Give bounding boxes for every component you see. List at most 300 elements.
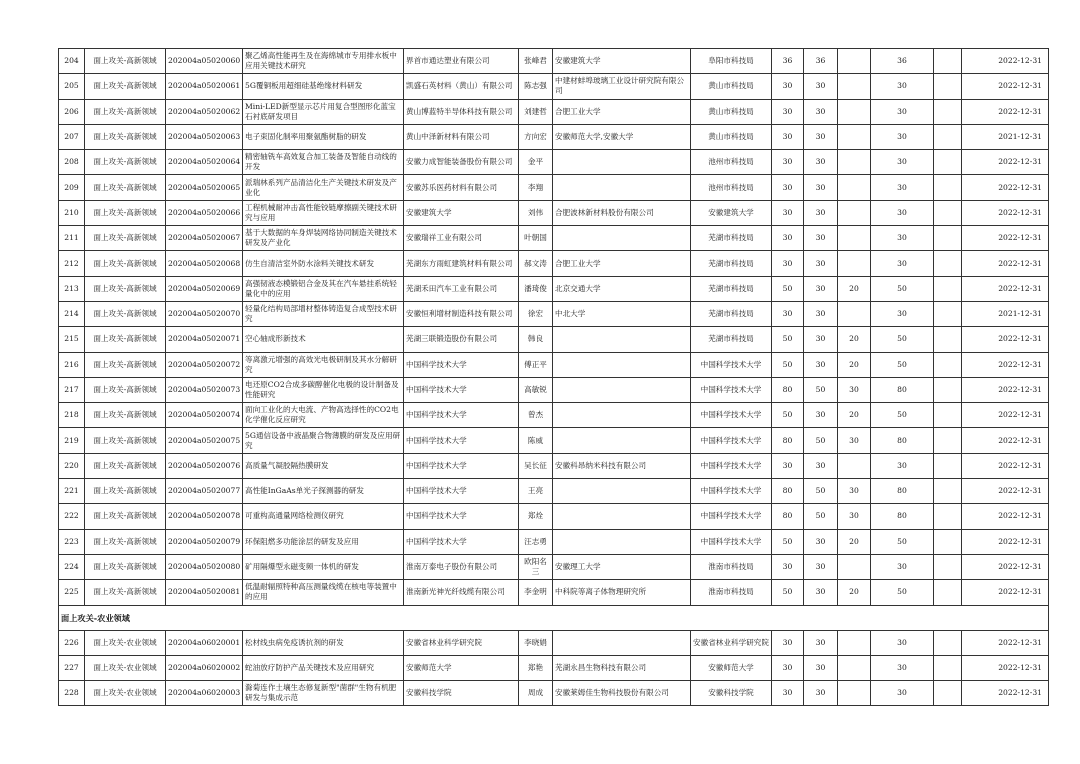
cell-manager: 黄山市科技局 bbox=[691, 99, 772, 124]
table-row bbox=[59, 377, 1049, 402]
cell-amount-1: 30 bbox=[804, 175, 838, 200]
cell-end-date: 2022-12-31 bbox=[962, 49, 1049, 74]
cell-end-date: 2022-12-31 bbox=[962, 99, 1049, 124]
table-row bbox=[59, 150, 1049, 175]
cell-amount-3: 50 bbox=[871, 276, 934, 301]
cell-manager: 安徽科技学院 bbox=[691, 681, 772, 706]
cell-unit: 中国科学技术大学 bbox=[404, 453, 519, 478]
cell-manager: 中国科学技术大学 bbox=[691, 403, 772, 428]
cell-manager: 芜湖市科技局 bbox=[691, 251, 772, 276]
cell-manager: 黄山市科技局 bbox=[691, 124, 772, 149]
cell-field: 面上攻关-高新领域 bbox=[85, 377, 166, 402]
cell-manager: 池州市科技局 bbox=[691, 150, 772, 175]
cell-amount-2: 30 bbox=[838, 377, 871, 402]
cell-code: 202004a05020063 bbox=[166, 124, 243, 149]
cell-manager: 中国科学技术大学 bbox=[691, 479, 772, 504]
cell-amount-1: 30 bbox=[804, 301, 838, 326]
cell-title: 高强韧液态模锻铝合金及其在汽车悬挂系统轻量化中的应用 bbox=[243, 276, 404, 301]
cell-field: 面上攻关-高新领域 bbox=[85, 226, 166, 251]
cell-field: 面上攻关-高新领域 bbox=[85, 453, 166, 478]
cell-coop bbox=[553, 327, 691, 352]
cell-amount-4 bbox=[934, 200, 962, 225]
cell-total: 30 bbox=[772, 175, 804, 200]
cell-manager: 安徽师范大学 bbox=[691, 655, 772, 680]
cell-unit: 中国科学技术大学 bbox=[404, 504, 519, 529]
cell-leader: 韩良 bbox=[519, 327, 553, 352]
cell-total: 30 bbox=[772, 226, 804, 251]
cell-amount-2: 20 bbox=[838, 276, 871, 301]
cell-leader: 王亮 bbox=[519, 479, 553, 504]
cell-amount-4 bbox=[934, 377, 962, 402]
cell-unit: 安徽省林业科学研究院 bbox=[404, 630, 519, 655]
cell-no: 220 bbox=[59, 453, 85, 478]
cell-amount-2 bbox=[838, 49, 871, 74]
cell-total: 30 bbox=[772, 251, 804, 276]
cell-no: 208 bbox=[59, 150, 85, 175]
cell-amount-4 bbox=[934, 428, 962, 453]
cell-manager: 中国科学技术大学 bbox=[691, 453, 772, 478]
cell-no: 227 bbox=[59, 655, 85, 680]
cell-total: 80 bbox=[772, 504, 804, 529]
cell-amount-1: 30 bbox=[804, 124, 838, 149]
cell-leader: 傅正平 bbox=[519, 352, 553, 377]
cell-no: 219 bbox=[59, 428, 85, 453]
cell-title: 低温耐辐照特种高压测量线缆在核电等装置中的应用 bbox=[243, 580, 404, 605]
cell-title: 松材线虫病免疫诱抗剂的研发 bbox=[243, 630, 404, 655]
cell-field: 面上攻关-高新领域 bbox=[85, 99, 166, 124]
cell-field: 面上攻关-高新领域 bbox=[85, 251, 166, 276]
cell-end-date: 2022-12-31 bbox=[962, 403, 1049, 428]
cell-title: 电还原CO2合成多碳醇催化电极的设计制备及性能研究 bbox=[243, 377, 404, 402]
cell-amount-1: 30 bbox=[804, 554, 838, 579]
cell-end-date: 2022-12-31 bbox=[962, 554, 1049, 579]
cell-field: 面上攻关-高新领域 bbox=[85, 580, 166, 605]
cell-leader: 吴长征 bbox=[519, 453, 553, 478]
cell-no: 210 bbox=[59, 200, 85, 225]
cell-total: 80 bbox=[772, 428, 804, 453]
cell-amount-1: 30 bbox=[804, 529, 838, 554]
cell-code: 202004a05020064 bbox=[166, 150, 243, 175]
cell-leader: 欧阳名三 bbox=[519, 554, 553, 579]
cell-coop: 安徽莱姆佳生物科技股份有限公司 bbox=[553, 681, 691, 706]
table-row bbox=[59, 175, 1049, 200]
cell-total: 30 bbox=[772, 630, 804, 655]
cell-unit: 淮南万泰电子股份有限公司 bbox=[404, 554, 519, 579]
cell-coop: 中科院等离子体物理研究所 bbox=[553, 580, 691, 605]
cell-amount-3: 36 bbox=[871, 49, 934, 74]
cell-coop: 合肥工业大学 bbox=[553, 99, 691, 124]
cell-end-date: 2022-12-31 bbox=[962, 580, 1049, 605]
cell-coop bbox=[553, 403, 691, 428]
cell-coop: 安徽科昂纳米科技有限公司 bbox=[553, 453, 691, 478]
cell-field: 面上攻关-高新领域 bbox=[85, 74, 166, 99]
cell-end-date: 2022-12-31 bbox=[962, 428, 1049, 453]
cell-end-date: 2022-12-31 bbox=[962, 479, 1049, 504]
cell-amount-4 bbox=[934, 74, 962, 99]
cell-amount-2 bbox=[838, 74, 871, 99]
cell-coop bbox=[553, 630, 691, 655]
cell-total: 30 bbox=[772, 655, 804, 680]
cell-amount-4 bbox=[934, 630, 962, 655]
cell-coop: 合肥工业大学 bbox=[553, 251, 691, 276]
cell-no: 217 bbox=[59, 377, 85, 402]
cell-end-date: 2022-12-31 bbox=[962, 681, 1049, 706]
cell-amount-1: 50 bbox=[804, 479, 838, 504]
cell-amount-2 bbox=[838, 226, 871, 251]
cell-amount-4 bbox=[934, 580, 962, 605]
cell-amount-2 bbox=[838, 681, 871, 706]
cell-amount-4 bbox=[934, 327, 962, 352]
cell-leader: 汪志勇 bbox=[519, 529, 553, 554]
cell-field: 面上攻关-高新领域 bbox=[85, 479, 166, 504]
cell-no: 218 bbox=[59, 403, 85, 428]
cell-field: 面上攻关-高新领域 bbox=[85, 554, 166, 579]
cell-no: 209 bbox=[59, 175, 85, 200]
cell-amount-3: 30 bbox=[871, 74, 934, 99]
cell-manager: 安徽建筑大学 bbox=[691, 200, 772, 225]
cell-coop bbox=[553, 377, 691, 402]
cell-field: 面上攻关-高新领域 bbox=[85, 403, 166, 428]
table-row bbox=[59, 681, 1049, 706]
cell-end-date: 2022-12-31 bbox=[962, 504, 1049, 529]
cell-amount-3: 30 bbox=[871, 99, 934, 124]
cell-amount-3: 30 bbox=[871, 630, 934, 655]
table-row bbox=[59, 554, 1049, 579]
cell-leader: 陈志强 bbox=[519, 74, 553, 99]
cell-amount-4 bbox=[934, 251, 962, 276]
table-row bbox=[59, 655, 1049, 680]
cell-unit: 芜湖禾田汽车工业有限公司 bbox=[404, 276, 519, 301]
cell-code: 202004a06020002 bbox=[166, 655, 243, 680]
cell-coop: 中北大学 bbox=[553, 301, 691, 326]
cell-amount-3: 30 bbox=[871, 251, 934, 276]
cell-no: 212 bbox=[59, 251, 85, 276]
cell-amount-3: 30 bbox=[871, 150, 934, 175]
cell-field: 面上攻关-农业领域 bbox=[85, 655, 166, 680]
table-row bbox=[59, 226, 1049, 251]
cell-leader: 金平 bbox=[519, 150, 553, 175]
cell-amount-2: 30 bbox=[838, 479, 871, 504]
cell-no: 205 bbox=[59, 74, 85, 99]
cell-amount-1: 30 bbox=[804, 74, 838, 99]
table-row bbox=[59, 276, 1049, 301]
cell-manager: 芜湖市科技局 bbox=[691, 226, 772, 251]
cell-no: 215 bbox=[59, 327, 85, 352]
cell-title: Mini-LED新型显示芯片用复合型图形化蓝宝石衬底研发项目 bbox=[243, 99, 404, 124]
cell-end-date: 2022-12-31 bbox=[962, 200, 1049, 225]
cell-title: 环保阻燃多功能涂层的研发及应用 bbox=[243, 529, 404, 554]
cell-amount-4 bbox=[934, 175, 962, 200]
cell-code: 202004a05020076 bbox=[166, 453, 243, 478]
cell-amount-4 bbox=[934, 99, 962, 124]
cell-coop bbox=[553, 428, 691, 453]
cell-code: 202004a05020068 bbox=[166, 251, 243, 276]
cell-code: 202004a05020066 bbox=[166, 200, 243, 225]
cell-total: 50 bbox=[772, 580, 804, 605]
cell-no: 206 bbox=[59, 99, 85, 124]
cell-title: 5G覆铜板用超细硅基绝缘材料研发 bbox=[243, 74, 404, 99]
cell-title: 派瑞林系列产品清洁化生产关键技术研发及产业化 bbox=[243, 175, 404, 200]
cell-code: 202004a05020072 bbox=[166, 352, 243, 377]
cell-amount-1: 30 bbox=[804, 403, 838, 428]
cell-manager: 中国科学技术大学 bbox=[691, 504, 772, 529]
cell-title: 5G通信设备中液晶聚合物薄膜的研发及应用研究 bbox=[243, 428, 404, 453]
cell-unit: 安徽建筑大学 bbox=[404, 200, 519, 225]
cell-amount-1: 30 bbox=[804, 226, 838, 251]
cell-amount-4 bbox=[934, 403, 962, 428]
cell-amount-4 bbox=[934, 150, 962, 175]
cell-manager: 池州市科技局 bbox=[691, 175, 772, 200]
cell-field: 面上攻关-高新领域 bbox=[85, 529, 166, 554]
cell-coop: 安徽建筑大学 bbox=[553, 49, 691, 74]
cell-code: 202004a05020080 bbox=[166, 554, 243, 579]
cell-unit: 中国科学技术大学 bbox=[404, 377, 519, 402]
cell-end-date: 2022-12-31 bbox=[962, 251, 1049, 276]
cell-field: 面上攻关-高新领域 bbox=[85, 49, 166, 74]
cell-no: 222 bbox=[59, 504, 85, 529]
cell-leader: 李翔 bbox=[519, 175, 553, 200]
cell-field: 面上攻关-高新领域 bbox=[85, 124, 166, 149]
cell-no: 225 bbox=[59, 580, 85, 605]
cell-title: 面向工业化的大电流、产物高选择性的CO2电化学催化反应研究 bbox=[243, 403, 404, 428]
cell-manager: 阜阳市科技局 bbox=[691, 49, 772, 74]
cell-manager: 中国科学技术大学 bbox=[691, 428, 772, 453]
table-row bbox=[59, 479, 1049, 504]
cell-end-date: 2022-12-31 bbox=[962, 377, 1049, 402]
cell-title: 高质量气凝胶隔热膜研发 bbox=[243, 453, 404, 478]
cell-amount-1: 50 bbox=[804, 428, 838, 453]
cell-amount-4 bbox=[934, 479, 962, 504]
cell-amount-2 bbox=[838, 554, 871, 579]
cell-coop: 安徽师范大学,安徽大学 bbox=[553, 124, 691, 149]
cell-unit: 界首市通达塑业有限公司 bbox=[404, 49, 519, 74]
cell-code: 202004a05020079 bbox=[166, 529, 243, 554]
cell-total: 30 bbox=[772, 124, 804, 149]
cell-no: 223 bbox=[59, 529, 85, 554]
cell-total: 30 bbox=[772, 200, 804, 225]
cell-total: 30 bbox=[772, 681, 804, 706]
cell-no: 207 bbox=[59, 124, 85, 149]
cell-end-date: 2022-12-31 bbox=[962, 276, 1049, 301]
table-row bbox=[59, 403, 1049, 428]
cell-unit: 安徽力成智能装备股份有限公司 bbox=[404, 150, 519, 175]
table-row bbox=[59, 124, 1049, 149]
cell-amount-3: 30 bbox=[871, 301, 934, 326]
cell-total: 50 bbox=[772, 276, 804, 301]
cell-code: 202004a05020074 bbox=[166, 403, 243, 428]
cell-amount-1: 50 bbox=[804, 504, 838, 529]
cell-amount-1: 30 bbox=[804, 99, 838, 124]
cell-amount-1: 30 bbox=[804, 580, 838, 605]
cell-amount-1: 30 bbox=[804, 150, 838, 175]
cell-end-date: 2021-12-31 bbox=[962, 124, 1049, 149]
cell-amount-2 bbox=[838, 175, 871, 200]
cell-amount-1: 30 bbox=[804, 327, 838, 352]
cell-title: 轻量化结构局部增材整体铸造复合成型技术研究 bbox=[243, 301, 404, 326]
cell-unit: 安徽瑞祥工业有限公司 bbox=[404, 226, 519, 251]
table-row bbox=[59, 251, 1049, 276]
cell-total: 30 bbox=[772, 301, 804, 326]
cell-code: 202004a05020070 bbox=[166, 301, 243, 326]
cell-amount-2 bbox=[838, 150, 871, 175]
cell-field: 面上攻关-高新领域 bbox=[85, 327, 166, 352]
cell-amount-3: 50 bbox=[871, 529, 934, 554]
table-row bbox=[59, 504, 1049, 529]
cell-manager: 芜湖市科技局 bbox=[691, 276, 772, 301]
cell-manager: 淮南市科技局 bbox=[691, 554, 772, 579]
cell-unit: 安徽科技学院 bbox=[404, 681, 519, 706]
cell-total: 30 bbox=[772, 74, 804, 99]
cell-leader: 郑烇 bbox=[519, 504, 553, 529]
cell-amount-3: 30 bbox=[871, 124, 934, 149]
cell-field: 面上攻关-高新领域 bbox=[85, 276, 166, 301]
cell-field: 面上攻关-高新领域 bbox=[85, 175, 166, 200]
cell-code: 202004a05020060 bbox=[166, 49, 243, 74]
cell-unit: 中国科学技术大学 bbox=[404, 428, 519, 453]
project-table bbox=[58, 48, 1049, 706]
cell-unit: 芜湖东方雨虹建筑材料有限公司 bbox=[404, 251, 519, 276]
cell-title: 等离激元增强的高效光电极研制及其水分解研究 bbox=[243, 352, 404, 377]
cell-unit: 中国科学技术大学 bbox=[404, 479, 519, 504]
cell-end-date: 2021-12-31 bbox=[962, 301, 1049, 326]
cell-code: 202004a05020078 bbox=[166, 504, 243, 529]
cell-leader: 郑艳 bbox=[519, 655, 553, 680]
cell-unit: 淮南新光神光纤线缆有限公司 bbox=[404, 580, 519, 605]
cell-coop bbox=[553, 529, 691, 554]
cell-amount-3: 30 bbox=[871, 175, 934, 200]
cell-amount-3: 80 bbox=[871, 504, 934, 529]
cell-title: 空心轴成形新技术 bbox=[243, 327, 404, 352]
cell-total: 30 bbox=[772, 150, 804, 175]
cell-amount-1: 30 bbox=[804, 630, 838, 655]
cell-amount-1: 30 bbox=[804, 453, 838, 478]
cell-amount-3: 30 bbox=[871, 554, 934, 579]
cell-leader: 方向宏 bbox=[519, 124, 553, 149]
table-row bbox=[59, 352, 1049, 377]
cell-leader: 曾杰 bbox=[519, 403, 553, 428]
table-row bbox=[59, 74, 1049, 99]
cell-amount-2: 20 bbox=[838, 327, 871, 352]
table-body-high-tech bbox=[59, 49, 1049, 606]
cell-code: 202004a05020061 bbox=[166, 74, 243, 99]
cell-manager: 芜湖市科技局 bbox=[691, 327, 772, 352]
cell-amount-2 bbox=[838, 655, 871, 680]
cell-no: 204 bbox=[59, 49, 85, 74]
cell-amount-2 bbox=[838, 453, 871, 478]
cell-amount-4 bbox=[934, 301, 962, 326]
cell-field: 面上攻关-高新领域 bbox=[85, 150, 166, 175]
cell-amount-3: 80 bbox=[871, 479, 934, 504]
cell-amount-4 bbox=[934, 226, 962, 251]
table-row bbox=[59, 99, 1049, 124]
cell-leader: 李金明 bbox=[519, 580, 553, 605]
cell-no: 221 bbox=[59, 479, 85, 504]
cell-unit: 芜湖三联锻造股份有限公司 bbox=[404, 327, 519, 352]
cell-unit: 中国科学技术大学 bbox=[404, 403, 519, 428]
cell-amount-4 bbox=[934, 681, 962, 706]
cell-title: 可重构高通量网络检测仪研究 bbox=[243, 504, 404, 529]
cell-amount-2: 30 bbox=[838, 428, 871, 453]
cell-leader: 周成 bbox=[519, 681, 553, 706]
cell-end-date: 2022-12-31 bbox=[962, 655, 1049, 680]
cell-field: 面上攻关-高新领域 bbox=[85, 428, 166, 453]
cell-code: 202004a05020081 bbox=[166, 580, 243, 605]
cell-amount-4 bbox=[934, 504, 962, 529]
cell-unit: 安徽师范大学 bbox=[404, 655, 519, 680]
cell-total: 50 bbox=[772, 403, 804, 428]
cell-amount-3: 50 bbox=[871, 327, 934, 352]
cell-amount-1: 30 bbox=[804, 276, 838, 301]
cell-amount-3: 30 bbox=[871, 655, 934, 680]
cell-end-date: 2022-12-31 bbox=[962, 529, 1049, 554]
cell-title: 工程机械耐冲击高性能铰链摩擦副关键技术研究与应用 bbox=[243, 200, 404, 225]
cell-code: 202004a05020065 bbox=[166, 175, 243, 200]
cell-amount-3: 50 bbox=[871, 403, 934, 428]
cell-amount-3: 30 bbox=[871, 226, 934, 251]
cell-title: 基于大数据的车身焊装网络协同制造关键技术研发及产业化 bbox=[243, 226, 404, 251]
cell-amount-4 bbox=[934, 554, 962, 579]
cell-code: 202004a06020001 bbox=[166, 630, 243, 655]
cell-title: 高性能InGaAs单光子探测器的研发 bbox=[243, 479, 404, 504]
cell-field: 面上攻关-高新领域 bbox=[85, 200, 166, 225]
cell-manager: 中国科学技术大学 bbox=[691, 352, 772, 377]
table-row bbox=[59, 453, 1049, 478]
cell-coop: 合肥波林新材料股份有限公司 bbox=[553, 200, 691, 225]
cell-coop bbox=[553, 479, 691, 504]
cell-amount-2 bbox=[838, 99, 871, 124]
cell-amount-1: 30 bbox=[804, 681, 838, 706]
cell-end-date: 2022-12-31 bbox=[962, 327, 1049, 352]
cell-code: 202004a06020003 bbox=[166, 681, 243, 706]
cell-leader: 徐宏 bbox=[519, 301, 553, 326]
cell-amount-3: 50 bbox=[871, 352, 934, 377]
cell-amount-2: 20 bbox=[838, 529, 871, 554]
table-row bbox=[59, 529, 1049, 554]
cell-amount-2: 30 bbox=[838, 504, 871, 529]
cell-amount-1: 30 bbox=[804, 655, 838, 680]
cell-amount-4 bbox=[934, 124, 962, 149]
cell-amount-3: 80 bbox=[871, 428, 934, 453]
cell-manager: 淮南市科技局 bbox=[691, 580, 772, 605]
cell-amount-2 bbox=[838, 630, 871, 655]
table-row bbox=[59, 49, 1049, 74]
cell-end-date: 2022-12-31 bbox=[962, 150, 1049, 175]
table-body-agriculture bbox=[59, 630, 1049, 706]
cell-code: 202004a05020073 bbox=[166, 377, 243, 402]
cell-field: 面上攻关-农业领域 bbox=[85, 681, 166, 706]
cell-total: 30 bbox=[772, 554, 804, 579]
cell-amount-4 bbox=[934, 655, 962, 680]
cell-amount-3: 30 bbox=[871, 200, 934, 225]
cell-unit: 黄山博蓝特半导体科技有限公司 bbox=[404, 99, 519, 124]
cell-manager: 安徽省林业科学研究院 bbox=[691, 630, 772, 655]
cell-title: 仿生自清洁室外防水涂料关键技术研发 bbox=[243, 251, 404, 276]
cell-amount-4 bbox=[934, 352, 962, 377]
cell-leader: 张峰君 bbox=[519, 49, 553, 74]
cell-leader: 陈威 bbox=[519, 428, 553, 453]
cell-unit: 凯盛石英材料（黄山）有限公司 bbox=[404, 74, 519, 99]
cell-amount-1: 30 bbox=[804, 352, 838, 377]
cell-total: 50 bbox=[772, 327, 804, 352]
cell-coop: 芜湖永昌生物科技有限公司 bbox=[553, 655, 691, 680]
cell-amount-3: 80 bbox=[871, 377, 934, 402]
cell-leader: 潘琦俊 bbox=[519, 276, 553, 301]
cell-unit: 安徽苏乐医药材料有限公司 bbox=[404, 175, 519, 200]
cell-title: 矿用隔爆型永磁变频一体机的研发 bbox=[243, 554, 404, 579]
cell-field: 面上攻关-高新领域 bbox=[85, 352, 166, 377]
section-heading: 面上攻关-农业领域 bbox=[59, 605, 1049, 630]
cell-unit: 中国科学技术大学 bbox=[404, 352, 519, 377]
